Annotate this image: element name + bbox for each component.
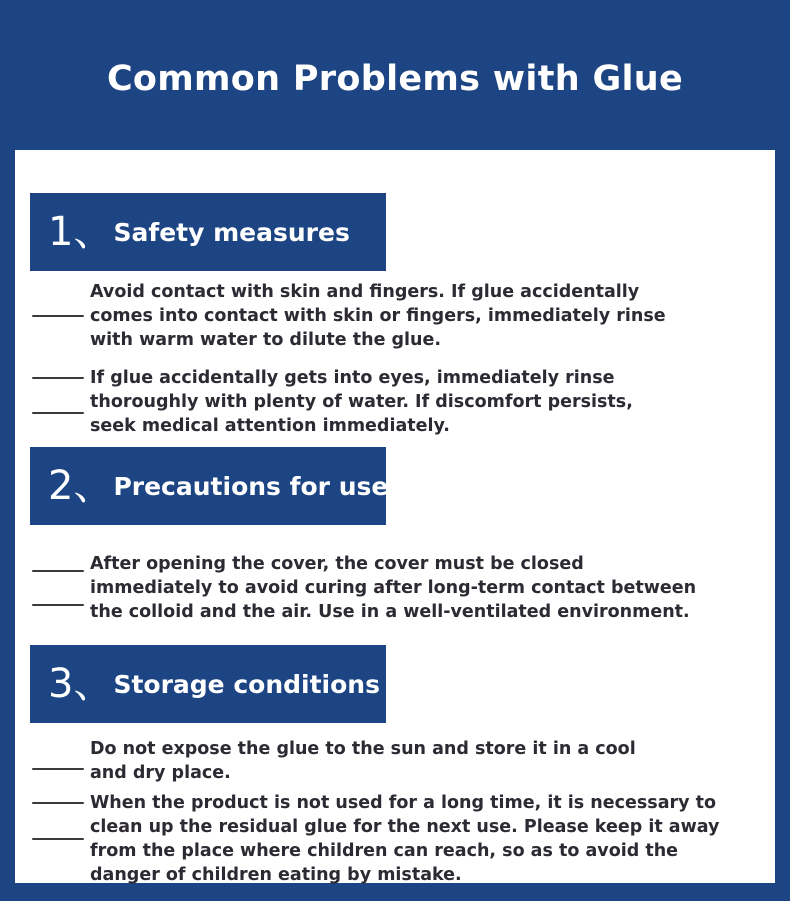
section-header-precautions-for-use xyxy=(30,447,389,525)
paragraph-cover-closing: After opening the cover, the cover must be closed immediately to avoid curing after long-term contact between the colloid and the air. Use in a well-ventilated environment. xyxy=(90,554,697,622)
section-number: 3、 xyxy=(48,661,114,707)
section-title: Storage conditions xyxy=(113,669,380,699)
dash-line xyxy=(32,570,84,572)
section-number: 1、 xyxy=(48,209,114,255)
dash-line xyxy=(32,768,84,770)
dash-line xyxy=(32,412,84,414)
dash-line xyxy=(32,802,84,804)
section-header-safety-measures xyxy=(30,193,386,271)
dash-line xyxy=(32,315,84,317)
paragraph-storage-place: Do not expose the glue to the sun and store it in a cool and dry place. xyxy=(90,739,636,783)
paragraph-eye-contact: If glue accidentally gets into eyes, immediately rinse thoroughly with plenty of water. If discomfort persists, seek medical attention immediately. xyxy=(90,368,633,436)
section-title: Precautions for use xyxy=(113,471,389,501)
dash-line xyxy=(32,377,84,379)
paragraph-skin-contact: Avoid contact with skin and fingers. If glue accidentally comes into contact with skin or fingers, immediately rinse with warm water to dilute the glue. xyxy=(90,282,666,350)
paragraph-long-term-storage: When the product is not used for a long time, it is necessary to clean up the residual glue for the next use. Please keep it away from the place where children can reach, so as to avoid the danger of children eating by mistake. xyxy=(90,793,720,885)
dash-line xyxy=(32,838,84,840)
page-title: Common Problems with Glue xyxy=(106,59,684,99)
section-number: 2、 xyxy=(48,463,114,509)
section-title: Safety measures xyxy=(113,217,350,247)
dash-line xyxy=(32,604,84,606)
section-header-storage-conditions xyxy=(30,645,386,723)
content-panel xyxy=(15,150,775,883)
